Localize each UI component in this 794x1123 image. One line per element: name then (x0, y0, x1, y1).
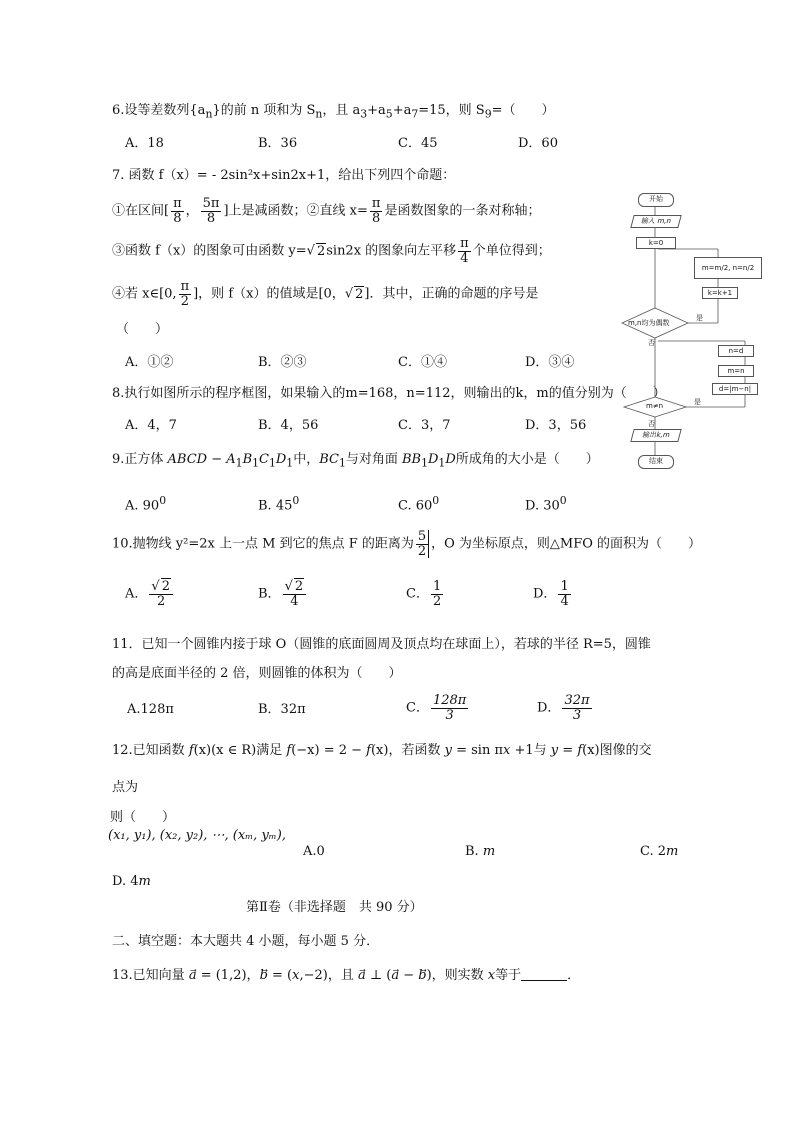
flow-start: 开始 (638, 193, 674, 207)
q7-option-d: D．③④ (525, 355, 575, 370)
flow-kinc: k=k+1 (702, 287, 738, 299)
q8-stem: 8.执行如图所示的程序框图，如果输入的m=168，n=112，则输出的k，m的值分别为（ ） (112, 386, 666, 401)
q11-option-a: A.128π (127, 702, 174, 717)
flow-input: 输入 m,n (630, 215, 681, 228)
q7-option-a: A．①② (125, 355, 174, 370)
flowchart-lines (600, 185, 765, 475)
flow-cond2: m≠n (646, 402, 664, 410)
q9-option-d: D. $30^0$ (525, 494, 567, 514)
q8-option-c: C．3，7 (398, 418, 451, 433)
q6-option-b: B．36 (258, 136, 298, 151)
flowchart (600, 185, 765, 475)
q12-option-b: B. m (465, 844, 496, 859)
q11-line1: 11．已知一个圆锥内接于球 O（圆锥的底面圆周及顶点均在球面上），若球的半径 R=5，圆锥 (112, 637, 651, 652)
section-title: 第Ⅱ卷（非选择题 共 90 分） (246, 900, 423, 915)
q12-line2: 点为 (112, 780, 139, 795)
q13-stem: 13.已知向量 a = (1,2)，b = (x,−2)，且 a ⊥ (a − b)，则实数 x等于 ． (112, 968, 581, 983)
q6-option-c: C．45 (398, 136, 438, 151)
flow-output: 输出k,m (630, 429, 681, 442)
flow-nd: n=d (718, 345, 754, 357)
q11-option-d: D． $\frac{32\pi}{3}$ (537, 693, 590, 723)
q7-option-c: C．①④ (398, 355, 447, 370)
q6-stem: 6.设等差数列$\{a_n\}$的前 n 项和为 $S_n$，且 $a_3+a_5+a_7=15$，则 $S_9=$（ ） (112, 103, 555, 121)
q7-answer-bracket: （ ） (116, 322, 169, 337)
flow-dmn: d=|m−n| (712, 383, 758, 395)
flow-k0: k=0 (636, 237, 676, 249)
q10-option-b: B． $\frac{√ 2}{4}$ (258, 580, 308, 608)
q11-option-c: C． $\frac{128\pi}{3}$ (406, 693, 467, 723)
q12-option-c: C. 2m (640, 844, 679, 859)
q8-option-a: A．4，7 (125, 418, 177, 433)
q7-line2: ③函数 f（x）的图象可由函数 y=√ 2sin2x 的图象向左平移 $\frac{\pi}{4}$ 个单位得到； (112, 236, 551, 266)
flow-end: 结束 (638, 455, 674, 469)
q10-option-c: C． $\frac{1}{2}$ (406, 579, 442, 609)
q10-option-d: D． $\frac{1}{4}$ (533, 579, 569, 609)
q9-option-c: C. $60^0$ (398, 494, 440, 514)
q9-option-b: B. $45^0$ (258, 494, 300, 514)
q11-option-b: B．32π (258, 702, 306, 717)
flow-yes2: 是 (694, 398, 701, 406)
q6-option-d: D．60 (518, 136, 558, 151)
flow-half: m=m/2, n=n/2 (694, 257, 762, 279)
flow-cond1: m,n均为偶数 (628, 319, 670, 327)
flow-no2: 否 (648, 420, 655, 428)
flow-no1: 否 (648, 339, 655, 347)
q9-option-a: A. $90^0$ (125, 494, 167, 514)
q13-answer-blank (521, 980, 567, 981)
q7-option-b: B．②③ (258, 355, 307, 370)
q8-option-b: B．4，56 (258, 418, 319, 433)
q7-line3: ④若 x∈[0, $\frac{\pi}{2}$ ]，则 f（x）的值域是[0，√ 2]．其中，正确的命题的序号是 (112, 279, 539, 309)
q8-option-d: D．3，56 (525, 418, 587, 433)
q7-line1: ①在区间[ $\frac{\pi}{8}$ ， $\frac{5\pi}{8}$ ]上是减函数；②直线 x= $\frac{\pi}{8}$ 是函数图象的一条对称轴； (112, 196, 541, 226)
q7-stem: 7. 函数 f（x）= - 2sin²x+sin2x+1，给出下列四个命题： (112, 168, 456, 183)
q12-option-d: D. 4m (112, 874, 151, 889)
flow-mn: m=n (718, 365, 754, 377)
q9-stem: 9.正方体 ABCD − $A_1B_1C_1D_1$中，$BC_1$与对角面 $BB_1D_1D$所成角的大小是（ ） (112, 452, 599, 470)
q10-option-a: A． $\frac{√ 2}{2}$ (125, 580, 175, 608)
q11-line2: 的高是底面半径的 2 倍，则圆锥的体积为（ ） (112, 666, 402, 681)
q12-option-a: A.0 (303, 844, 325, 859)
q10-stem: 10.抛物线 y²=2x 上一点 M 到它的焦点 F 的距离为 $\frac{5}{2}$ ，O 为坐标原点，则△MFO 的面积为（ ） (112, 529, 702, 559)
q6-option-a: A．18 (125, 136, 164, 151)
q12-points: (x₁, y₁), (x₂, y₂), ⋯, (xₘ, yₘ), (108, 828, 286, 843)
q12-line3: 则（ ） (110, 810, 176, 825)
q12-stem: 12.已知函数 f(x)(x ∈ R)满足 f(−x) = 2 − f(x)，若函数 y = sin πx +1与 y = f(x)图像的交 (112, 743, 652, 758)
fill-blank-heading: 二、填空题：本大题共 4 小题，每小题 5 分． (112, 934, 380, 949)
flow-yes1: 是 (696, 314, 703, 322)
